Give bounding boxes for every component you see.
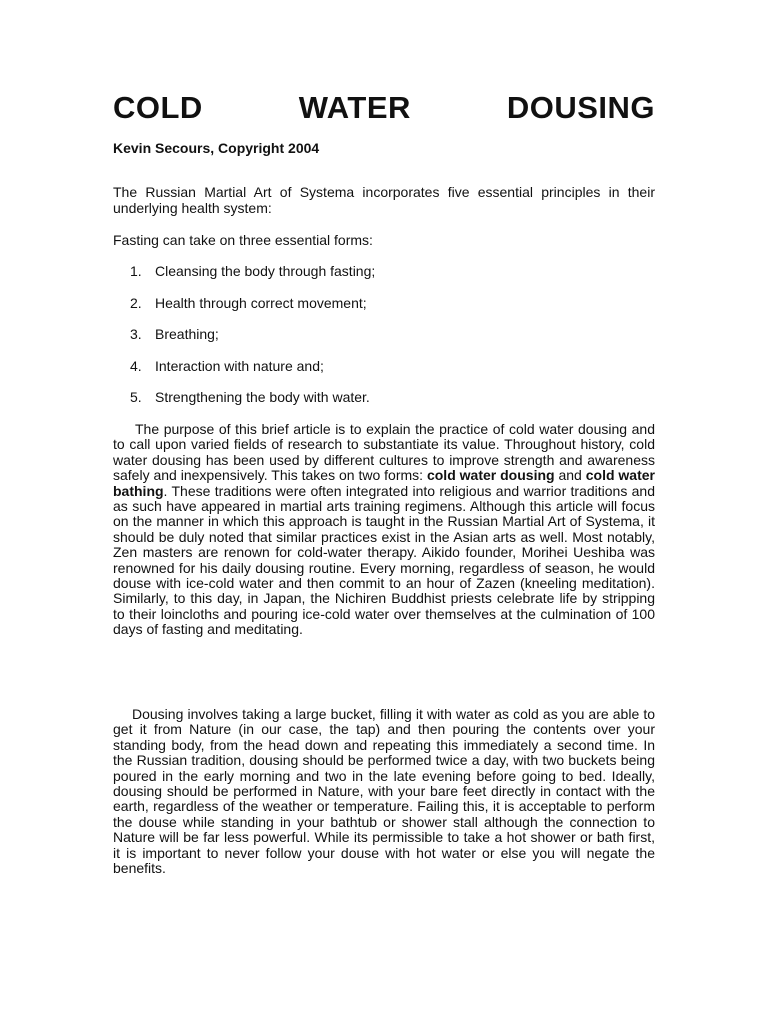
list-number: 3.: [130, 326, 142, 342]
list-number: 1.: [130, 263, 142, 279]
list-number: 4.: [130, 357, 142, 374]
bold-term-dousing: cold water dousing: [426, 467, 555, 484]
list-text: Health through correct movement;: [155, 294, 367, 311]
document-title: [113, 88, 655, 128]
forms-intro: Fasting can take on three essential forms:: [113, 232, 373, 248]
title-word-dousing: DOUSING: [506, 90, 655, 125]
purpose-text-end: . These traditions were often integrated into religious and warrior traditions and as such have appeared in martial arts training regimens. Although this article will focus on the manner in which this approach is taught in the Russian Martial Art of Systema, it should be duly noted that similar practices exist in the Asian arts as well. Most notably, Zen masters are renown for cold-water therapy. Aikido founder, Morihei Ueshiba was renowned for his daily dousing routine. Every morning, regardless of season, he would douse with ice-cold water and then commit to an hour of Zazen (kneeling meditation). Similarly, to this day, in Japan, the Nichiren Buddhist priests celebrate life by stripping to their loincloths and pouring ice-cold water over themselves at the culmination of 100 days of fasting and meditating.: [113, 482, 655, 638]
intro-paragraph: The Russian Martial Art of Systema incorporates five essential principles in their underlying health system:: [113, 184, 655, 216]
list-item: [130, 358, 375, 390]
list-number: 2.: [130, 294, 142, 311]
title-word-cold: COLD: [113, 90, 203, 125]
list-item: [130, 389, 375, 421]
principles-list: [130, 263, 375, 421]
list-text: Interaction with nature and;: [155, 357, 324, 374]
title-word-water: WATER: [298, 90, 411, 125]
list-item: [130, 326, 375, 358]
list-text: Strengthening the body with water.: [155, 389, 370, 405]
list-text: Cleansing the body through fasting;: [155, 263, 376, 279]
list-number: 5.: [130, 389, 142, 405]
dousing-method-paragraph: Dousing involves taking a large bucket, filling it with water as cold as you are able to get it from Nature (in our case, the tap) and then pouring the contents over your standing body, from the head down and repeating this immediately a second time. In the Russian tradition, dousing should be performed twice a day, with two buckets being poured in the early morning and two in the late evening before going to bed. Ideally, dousing should be performed in Nature, with your bare feet directly in contact with the earth, regardless of the weather or temperature. Failing this, it is acceptable to perform the douse while standing in your bathtub or shower stall although the connection to Nature will be far less powerful. While its permissible to take a hot shower or bath first, it is important to never follow your douse with hot water or else you will negate the benefits.: [113, 706, 655, 877]
list-item: [130, 295, 375, 327]
purpose-text-joiner: and: [554, 467, 586, 484]
list-item: [130, 263, 375, 295]
list-text: Breathing;: [155, 326, 219, 342]
purpose-text-start: The purpose of this brief article is to explain the practice of cold water dousing and to call upon varied fields of research to substantiate its value. Throughout history, cold water dousing has been used by different cultures to improve strength and awareness safely and inexpensively. This takes on two forms:: [113, 421, 655, 484]
bold-term-bathing: cold water bathing: [113, 467, 655, 499]
purpose-paragraph: [113, 422, 655, 638]
author-byline: Kevin Secours, Copyright 2004: [113, 140, 320, 156]
